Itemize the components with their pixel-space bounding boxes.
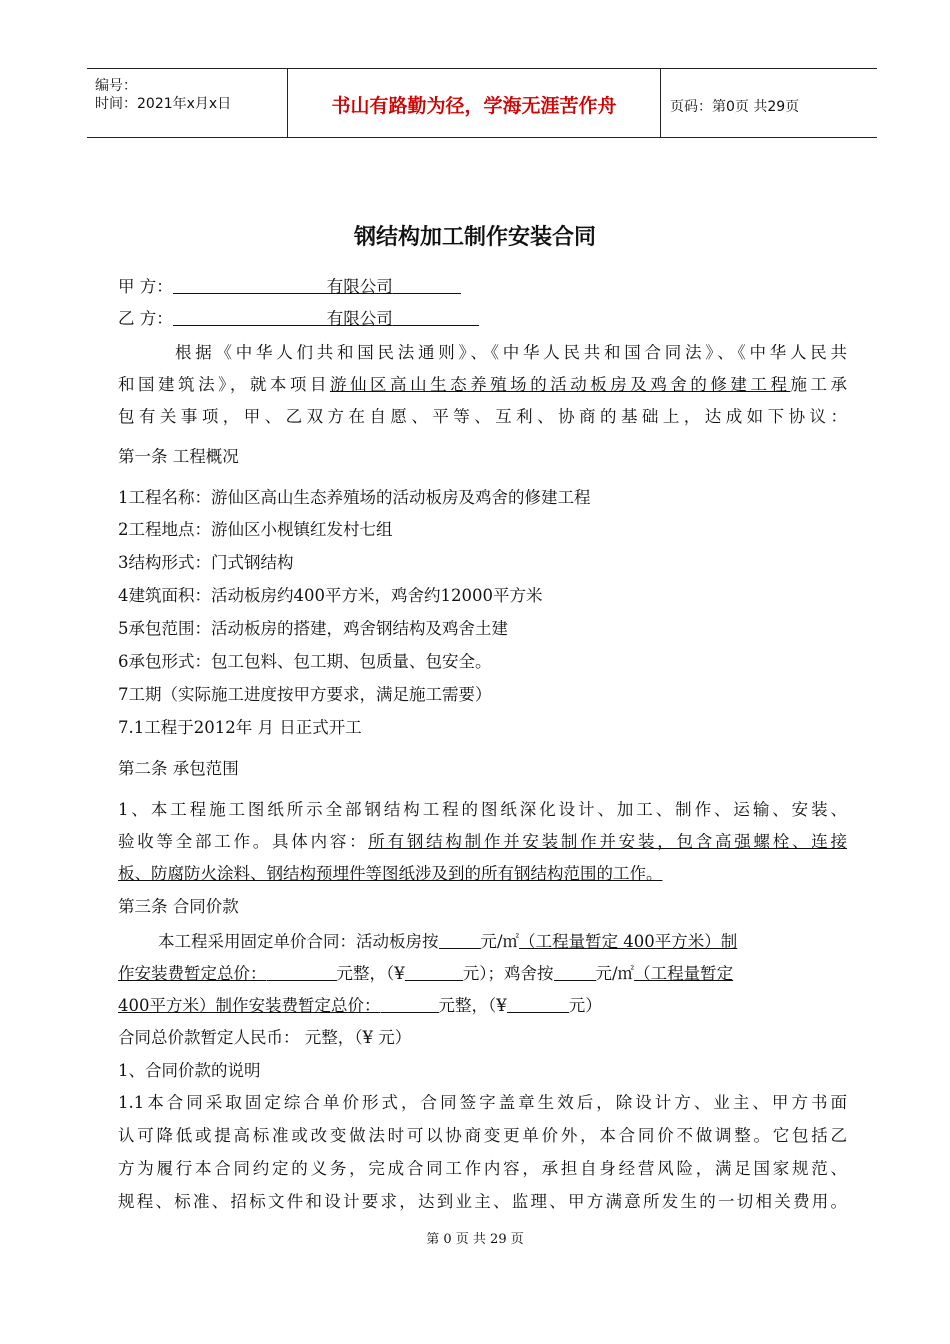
price-text: 本工程采用固定单价合同：活动板房按 [158,932,439,951]
party-b-blank-2 [393,311,479,326]
contract-total: 合同总价款暂定人民币： 元整，（¥ 元） [118,1028,412,1047]
article-2-line-2 [118,828,847,852]
article-2-text: 验收等全部工作。具体内容： [118,832,369,851]
page-info: 页码：第0页 共29页 [670,99,800,115]
clause-1-1-line: 方为履行本合同约定的义务，完成合同工作内容，承担自身经营风险，满足国家规范、 [118,1159,847,1178]
header-page-cell [662,69,877,137]
price-line-3 [118,992,602,1016]
party-b-label: 乙 方： [118,309,173,328]
time-label: 时间：2021年x月x日 [95,96,232,112]
clause-1-1-line: 认可降低或提高标准或改变做法时可以协商变更单价外，本合同价不做调整。它包括乙 [118,1126,847,1145]
price-explanation-heading: 1、合同价款的说明 [118,1061,261,1080]
article-1-item: 6承包形式：包工包料、包工期、包质量、包安全。 [118,652,492,671]
article-1-heading: 第一条 工程概况 [118,447,239,466]
intro-text-a: 和国建筑法》，就本项目 [118,375,330,394]
header-motto-cell [288,69,661,137]
party-b-company: 有限公司 [326,309,393,328]
article-2-scope: 所有钢结构制作并安装制作并安装，包含高强螺栓、连接 [368,832,848,851]
party-a-company: 有限公司 [326,277,393,296]
party-b-line [118,305,479,329]
intro-line-3: 包有关事项，甲、乙双方在自愿、平等、互利、协商的基础上，达成如下协议： [118,407,847,426]
price-line-1 [158,928,737,952]
price-blank [381,998,439,1013]
price-blank [439,934,481,949]
article-1-item: 1工程名称：游仙区高山生态养殖场的活动板房及鸡舍的修建工程 [118,488,591,507]
price-unit: 元/㎡ [595,964,635,983]
party-a-blank-2 [393,279,461,294]
article-1-item: 2工程地点：游仙区小枧镇红发村七组 [118,520,393,539]
article-1-item: 7工期（实际施工进度按甲方要求，满足施工需要） [118,685,492,704]
price-qty: （工程量暂定 400平方米）制 [519,932,738,951]
price-text: 元整，（¥ [336,964,405,983]
party-a-line [118,273,461,297]
article-2-line-3 [118,860,663,884]
price-blank [267,966,337,981]
intro-line-2 [118,371,847,395]
price-line-2 [118,960,733,984]
article-2-heading: 第二条 承包范围 [118,759,239,778]
price-total-label: 作安装费暂定总价： [118,964,267,983]
article-1-item: 7.1工程于2012年 月 日正式开工 [118,718,362,737]
clause-1-1-line: 1.1本合同采取固定综合单价形式，合同签字盖章生效后，除设计方、业主、甲方书面 [118,1093,847,1112]
article-3-heading: 第三条 合同价款 [118,897,239,916]
number-label: 编号： [95,78,137,94]
project-name: 游仙区高山生态养殖场的活动板房及鸡舍的修建工程 [329,375,791,394]
document-title: 钢结构加工制作安装合同 [353,225,596,250]
intro-text-c: 施工承 [790,375,848,394]
price-unit: 元/㎡ [480,932,520,951]
party-b-blank [173,311,327,326]
price-blank [554,966,596,981]
article-2-line-1: 1、本工程施工图纸所示全部钢结构工程的图纸深化设计、加工、制作、运输、安装、 [118,800,847,819]
header-info-cell [87,69,288,137]
header-table [87,68,877,138]
price-blank [507,998,569,1013]
intro-line-1: 根据《中华人们共和国民法通则》、《中华人民共和国合同法》、《中华人民共 [175,343,847,362]
article-1-item: 5承包范围：活动板房的搭建，鸡舍钢结构及鸡舍土建 [118,619,508,638]
price-text: 元）；鸡舍按 [462,964,554,983]
price-blank [405,966,463,981]
clause-1-1-line: 规程、标准、招标文件和设计要求，达到业主、监理、甲方满意所发生的一切相关费用。 [118,1192,847,1211]
price-text: 元整，（¥ [438,996,507,1015]
party-a-label: 甲 方： [118,277,173,296]
price-text: 元） [568,996,602,1015]
article-2-scope-cont: 板、防腐防火涂料、钢结构预埋件等图纸涉及到的所有钢结构范围的工作。 [118,864,663,883]
price-qty: （工程量暂定 [634,964,734,983]
price-total-label: 400平方米）制作安装费暂定总价： [118,996,381,1015]
party-a-blank [173,279,327,294]
motto: 书山有路勤为径，学海无涯苦作舟 [331,95,617,117]
page-footer: 第 0 页 共 29 页 [426,1232,524,1247]
article-1-item: 4建筑面积：活动板房约400平方米，鸡舍约12000平方米 [118,586,543,605]
article-1-item: 3结构形式：门式钢结构 [118,553,294,572]
